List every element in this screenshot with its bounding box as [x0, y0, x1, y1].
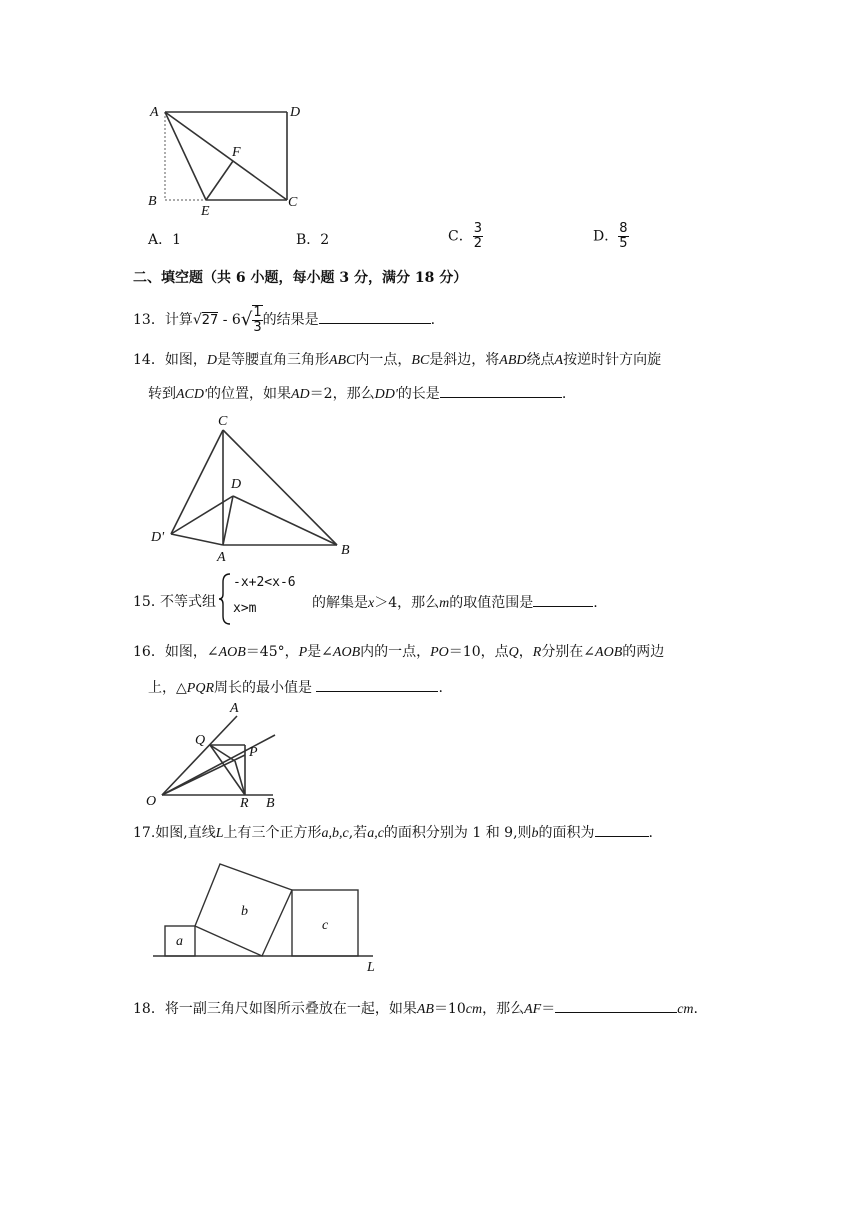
question-15-number: 15．: [133, 594, 165, 610]
q12-label-c: C: [288, 195, 298, 210]
question-17: 17.如图,直线L上有三个正方形a,b,c,若a,c的面积分别为 1 和 9,则b的面积为 .: [133, 822, 653, 844]
q16-label-b: B: [266, 796, 275, 810]
q17-label-l: L: [367, 960, 375, 975]
question-14-line-2: 转到ACD'的位置，如果AD＝2，那么DD'的长是 .: [148, 383, 566, 405]
q17-figure: [145, 852, 390, 977]
q14-label-a: A: [217, 550, 226, 565]
question-13: 13．计算√27 - 6√ $\frac{1}{3}$ 的结果是 .: [133, 305, 436, 335]
q16-label-p: P: [249, 745, 258, 760]
q15-inequality-1: -x+2<x-6: [233, 575, 296, 590]
q12-label-e: E: [201, 204, 210, 219]
q15-brace: [218, 572, 232, 626]
q12-option-a: A．1: [148, 232, 182, 248]
q12-option-b: B．2: [296, 232, 330, 248]
answer-blank-17[interactable]: [595, 822, 649, 837]
question-15-text: 的解集是x＞4，那么m的取值范围是 .: [312, 592, 598, 614]
q17-label-b: b: [241, 904, 248, 919]
question-14-line-1: 14．如图，D是等腰直角三角形ABC内一点，BC是斜边，将ABD绕点A按逆时针方向旋: [133, 352, 662, 368]
q14-figure: [145, 408, 365, 568]
q12-label-f: F: [232, 145, 241, 160]
question-16-line-1: 16．如图，∠AOB＝45°，P是∠AOB内的一点，PO＝10，点Q，R分别在∠AOB的两边: [133, 644, 665, 660]
answer-blank-16[interactable]: [316, 677, 438, 692]
answer-blank-14[interactable]: [440, 383, 562, 398]
q14-label-d: D: [231, 477, 242, 492]
q12-label-d: D: [290, 105, 301, 120]
q16-figure: [140, 698, 290, 810]
q16-label-q: Q: [195, 733, 206, 748]
q16-label-a: A: [230, 701, 239, 716]
answer-blank-13[interactable]: [319, 309, 431, 324]
q12-label-a: A: [150, 105, 159, 120]
question-15-prefix: 不等式组: [160, 594, 216, 610]
question-16-line-2: 上，△PQR周长的最小值是 .: [148, 677, 443, 699]
q12-option-d: D． $\frac{8}{5}$: [593, 221, 628, 251]
q14-label-b: B: [341, 543, 350, 558]
section-heading: 二、填空题（共 6 小题，每小题 3 分，满分 18 分）: [133, 270, 468, 286]
question-18: 18．将一副三角尺如图所示叠放在一起，如果AB＝10cm，那么AF＝ cm.: [133, 998, 698, 1020]
q14-label-d-prime: D': [151, 530, 165, 545]
q16-label-r: R: [240, 796, 249, 810]
answer-blank-15[interactable]: [533, 592, 593, 607]
q12-label-b: B: [148, 194, 157, 209]
q12-figure: [140, 100, 320, 220]
q14-label-c: C: [218, 414, 228, 429]
q15-inequality-2: x>m: [233, 601, 257, 616]
q17-label-c: c: [322, 918, 329, 933]
q12-option-c: C． $\frac{3}{2}$: [448, 221, 482, 251]
q17-label-a: a: [176, 934, 183, 949]
q16-label-o: O: [146, 794, 157, 809]
answer-blank-18[interactable]: [555, 998, 677, 1013]
